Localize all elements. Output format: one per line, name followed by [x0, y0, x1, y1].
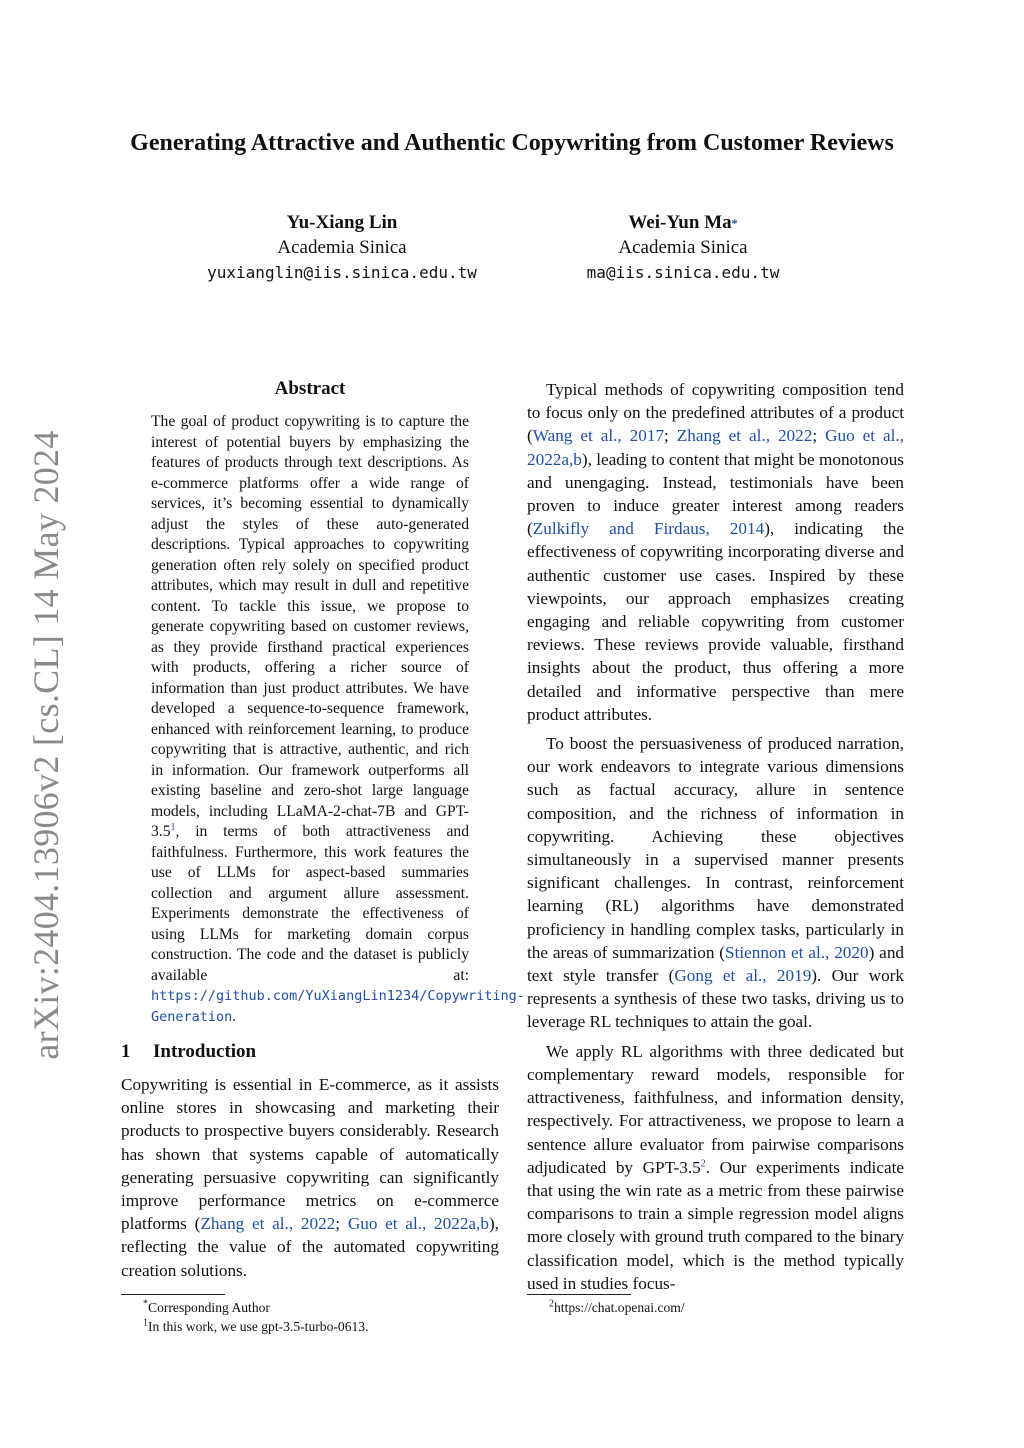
footnotes-left [121, 1294, 499, 1336]
corresponding-mark[interactable]: * [731, 216, 738, 230]
intro-paragraph: Copywriting is essential in E-commerce, as it assists online stores in showcasing and marketing their products to prospective buyers considerably. Research has shown that systems capable of automatically generating persuasive copywriting can significantly improve performance metrics on e-commerce platforms (Zhang et al., 2022; Guo et al., 2022a,b), reflecting the value of the automated copywriting creation solutions. [121, 1075, 499, 1280]
citation-link[interactable]: Zulkifly and Firdaus, 2014 [532, 519, 765, 539]
author-name: Yu-Xiang Lin [286, 212, 398, 233]
arxiv-stamp: arXiv:2404.13906v2 [cs.CL] 14 May 2024 [26, 430, 66, 1060]
footnote-ref[interactable]: 1 [170, 821, 176, 833]
footnote: $^1$In this work, we use gpt-3.5-turbo-0613. [143, 1317, 369, 1334]
section-heading: 1 Introduction [121, 1041, 257, 1062]
abstract-text: The goal of product copywriting is to capture the interest of potential buyers by emphasizing the features of products through text descriptions. As e-commerce platforms offer a wide range of services, it’s becoming essential to dynamically adjust the styles of these auto-generated descriptions. Typical approaches to copywriting generation often rely solely on specified product attributes, which may result in dull and repetitive content. To tackle this issue, we propose to generate copywriting based on customer reviews, as they provide firsthand practical experiences with products, offering a richer source of information than just product attributes. We have developed a sequence-to-sequence framework, enhanced with reinforcement learning, to produce copywriting that is attractive, authentic, and rich in information. Our framework outperforms all existing baseline and zero-shot large language models, including LLaMA-2-chat-7B and GPT-$3.5^1$, in terms of both attractiveness and faithfulness. Furthermore, this work features the use of LLMs for aspect-based summaries collection and argument allure assessment. Experiments demonstrate the effectiveness of using LLMs for marketing domain corpus construction. The code and the dataset is publicly available at: https://github.com/YuXiangLin1234/Copywriting-Generation. [151, 413, 525, 1025]
author-affiliation: Academia Sinica [618, 237, 748, 258]
abstract-heading: Abstract [274, 378, 346, 399]
body-paragraph: To boost the persuasiveness of produced narration, our work endeavors to integrate various dimensions such as factual accuracy, allure in sentence composition, and the richness of information in copywriting. Achieving these objectives simultaneously in a supervised manner presents significant challenges. In contrast, reinforcement learning (RL) algorithms have demonstrated proficiency in handling complex tasks, particularly in the areas of summarization (Stiennon et al., 2020) and text style transfer (Gong et al., 2019). Our work represents a synthesis of these two tasks, driving us to leverage RL techniques to attain the goal. [527, 734, 905, 1032]
author-block-2 [503, 210, 863, 286]
citation-link[interactable]: Zhang et al., 2022 [200, 1214, 336, 1234]
citation-link[interactable]: Stiennon et al., 2020 [725, 942, 869, 962]
footnote-url[interactable]: https://chat.openai.com/ [554, 1300, 685, 1315]
author-block-1 [162, 210, 522, 286]
author-email[interactable]: ma@iis.sinica.edu.tw [586, 263, 780, 282]
footnote: $^2$https://chat.openai.com/ [549, 1298, 685, 1315]
body-paragraph: Typical methods of copywriting composition tend to focus only on the predefined attributes of a product (Wang et al., 2017; Zhang et al., 2022; Guo et al., 2022a,b), leading to content that might be monotonous and unengaging. Instead, testimonials have been proven to induce greater interest among readers (Zulkifly and Firdaus, 2014), indicating the effectiveness of copywriting incorporating diverse and authentic customer use cases. Inspired by these viewpoints, our approach emphasizes creating engaging and reliable copywriting from customer reviews. These reviews provide valuable, firsthand insights about the product, thus offering a more detailed and informative perspective than mere product attributes. [527, 380, 904, 724]
footnote: *Corresponding Author [143, 1298, 270, 1315]
author-name: Wei-Yun Ma* [628, 212, 738, 233]
citation-link[interactable]: Gong et al., 2019 [674, 966, 812, 986]
right-column [527, 378, 904, 1295]
author-email[interactable]: yuxianglin@iis.sinica.edu.tw [207, 263, 477, 282]
paper-title: Generating Attractive and Authentic Copywriting from Customer Reviews [130, 130, 894, 156]
left-column [121, 378, 525, 1282]
body-paragraph: We apply RL algorithms with three dedicated but complementary reward models, responsible for attractiveness, faithfulness, and information density, respectively. For attractiveness, we propose to learn a sentence allure evaluator from pairwise comparisons adjudicated by GPT-$3.5^2$. Our experiments indicate that using the win rate as a metric from these pairwise comparisons to train a simple regression model aligns more closely with ground truth compared to the binary classification model, which is the method typically used in studies focus- [527, 1041, 904, 1293]
citation-link[interactable]: Wang et al., 2017 [532, 426, 665, 446]
citation-link[interactable]: Zhang et al., 2022 [676, 426, 813, 446]
footnote-divider [121, 1294, 225, 1295]
footnote-ref[interactable]: 2 [700, 1157, 706, 1169]
footnote-divider [527, 1294, 631, 1295]
abstract [151, 378, 525, 1027]
author-affiliation: Academia Sinica [277, 237, 407, 258]
code-url-link[interactable]: https://github.com/YuXiangLin1234/Copywriting-Generation [151, 988, 525, 1025]
citation-link[interactable]: Guo et al., 2022a,b [347, 1214, 489, 1234]
citation-link[interactable]: Guo et al., 2022a,b [527, 426, 904, 469]
footnotes-right [527, 1294, 904, 1317]
